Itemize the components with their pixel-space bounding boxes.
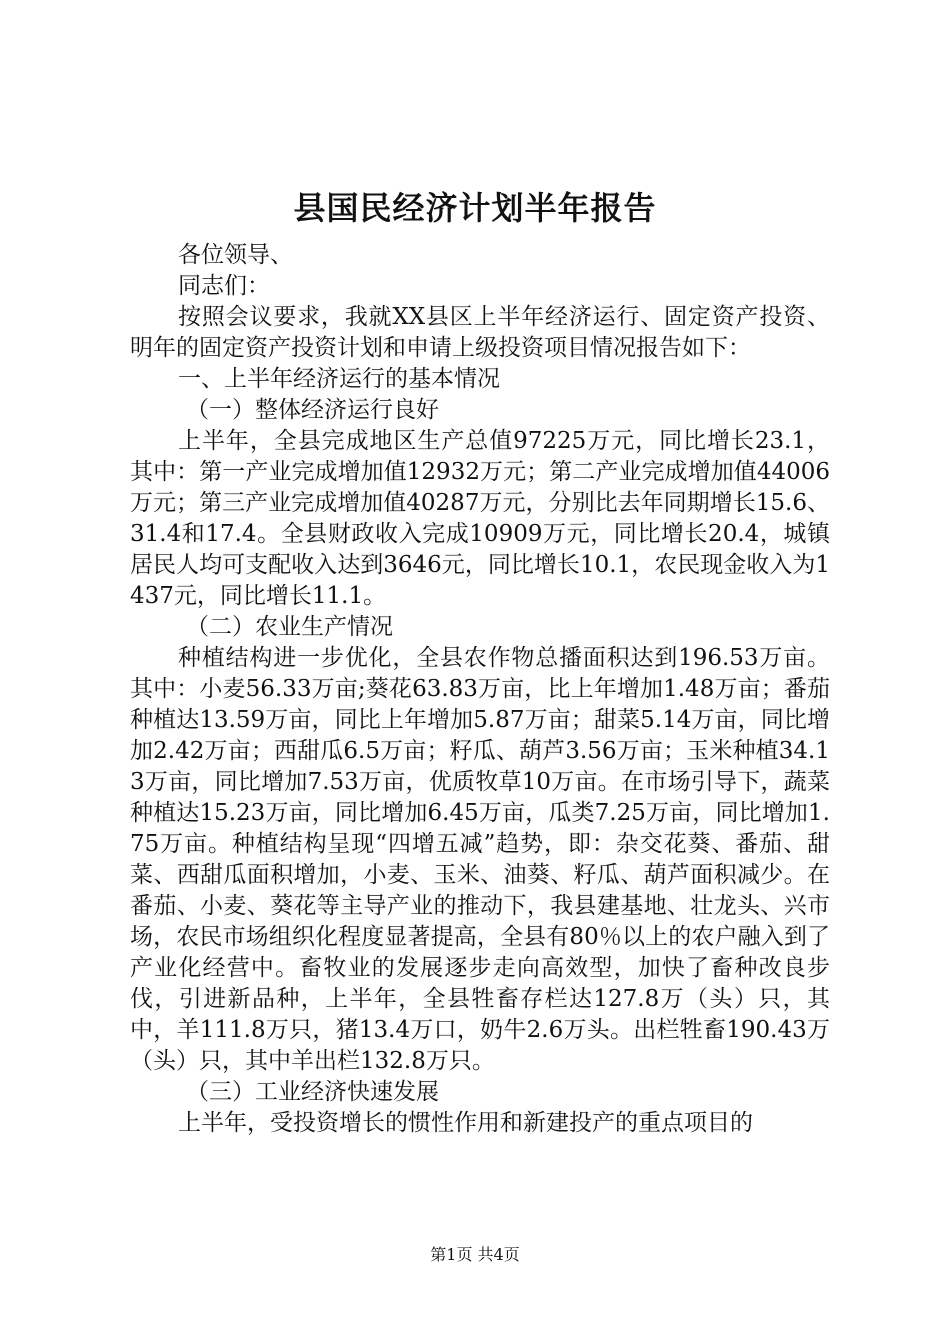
section-heading-1: 一、上半年经济运行的基本情况 — [178, 366, 500, 392]
subsection-heading-1: （一）整体经济运行良好 — [186, 397, 439, 423]
salutation-comrades: 同志们： — [178, 273, 270, 299]
subsection-heading-2: （二）农业生产情况 — [186, 614, 393, 640]
salutation-leaders: 各位领导、 — [178, 242, 293, 268]
industry-paragraph: 上半年，受投资增长的惯性作用和新建投产的重点项目的 — [178, 1110, 753, 1136]
economy-paragraph: 上半年，全县完成地区生产总值97225万元，同比增长23.1，其中：第一产业完成增加值12932万元；第二产业完成增加值44006万元；第三产业完成增加值40287万元，分别比去年同期增长15.6、31.4和17.4。全县财政收入完成10909万元，同比增长20.4，城镇居民人均可支配收入达到3646元，同比增长10.1，农民现金收入为1437元，同比增长11.1。 — [130, 428, 830, 609]
page-footer: 第1页 共4页 — [430, 1245, 520, 1264]
document-title: 县国民经济计划半年报告 — [293, 189, 657, 227]
intro-paragraph: 按照会议要求，我就XX县区上半年经济运行、固定资产投资、明年的固定资产投资计划和申请上级投资项目情况报告如下： — [130, 304, 830, 361]
subsection-heading-3: （三）工业经济快速发展 — [186, 1079, 439, 1105]
document-body — [130, 240, 830, 1139]
agriculture-paragraph: 种植结构进一步优化，全县农作物总播面积达到196.53万亩。其中：小麦56.33万亩;葵花63.83万亩，比上年增加1.48万亩；番茄种植达13.59万亩，同比上年增加5.87万亩；甜菜5.14万亩，同比增加2.42万亩；西甜瓜6.5万亩；籽瓜、葫芦3.56万亩；玉米种植34.13万亩，同比增加7.53万亩，优质牧草10万亩。在市场引导下，蔬菜种植达15.23万亩，同比增加6.45万亩，瓜类7.25万亩，同比增加1.75万亩。种植结构呈现“四增五减”趋势，即：杂交花葵、番茄、甜菜、西甜瓜面积增加，小麦、玉米、油葵、籽瓜、葫芦面积减少。在番茄、小麦、葵花等主导产业的推动下，我县建基地、壮龙头、兴市场，农民市场组织化程度显著提高，全县有80％以上的农户融入到了产业化经营中。畜牧业的发展逐步走向高效型，加快了畜种改良步伐，引进新品种，上半年，全县牲畜存栏达127.8万（头）只，其中，羊111.8万只，猪13.4万口，奶牛2.6万头。出栏牲畜190.43万（头）只，其中羊出栏132.8万只。 — [130, 645, 830, 1074]
